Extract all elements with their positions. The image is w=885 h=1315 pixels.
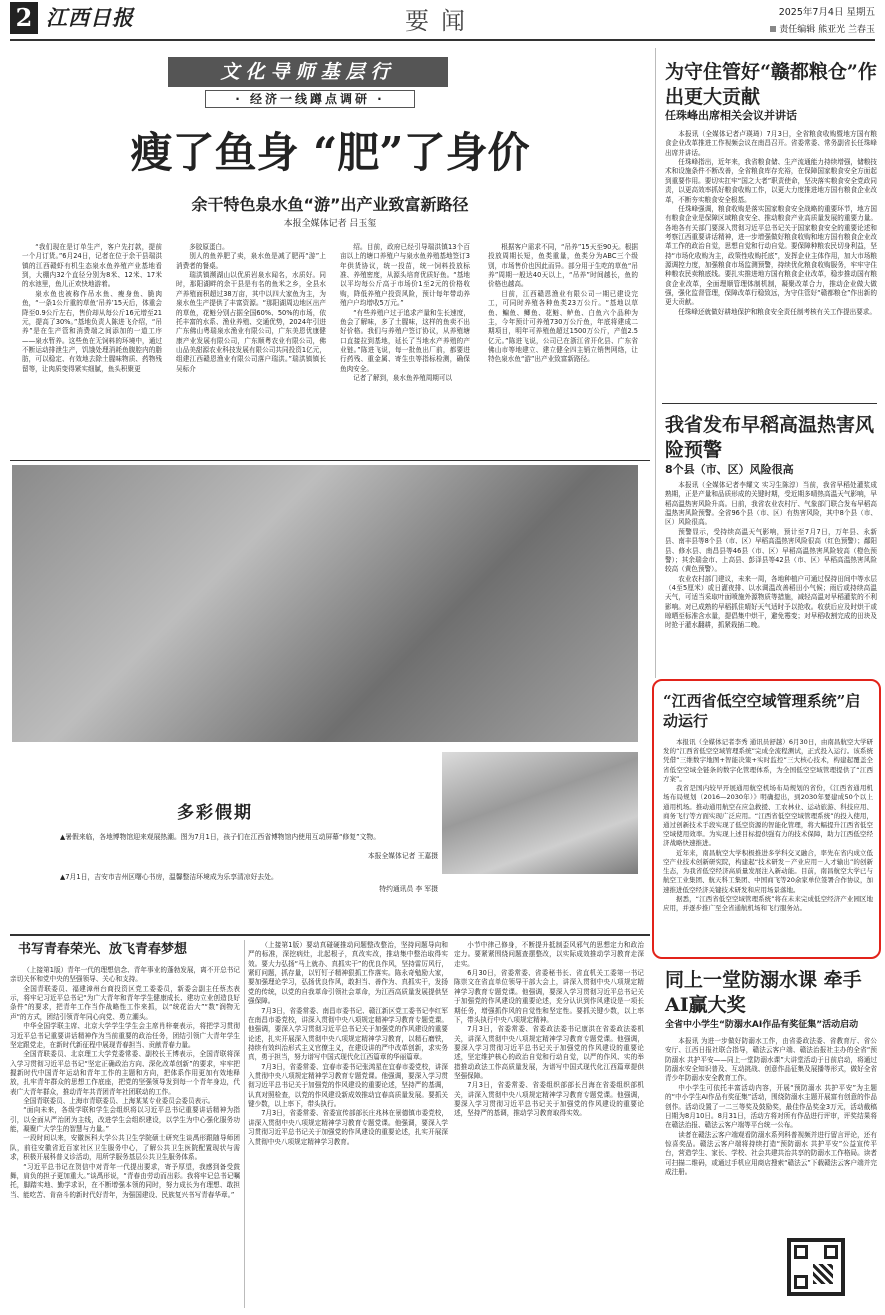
column-rule [655, 48, 656, 678]
ai-body [665, 1037, 877, 1309]
lead-byline: 本报全媒体记者 吕玉玺 [283, 219, 377, 229]
photo-caption-1: ▲ 暑假来临，各地博物馆迎来观展热潮。图为7月1日，孩子们在江西省博物馆内使用互动屏幕“修复”文物。 [60, 832, 438, 842]
study-column-1 [248, 941, 448, 1308]
heat-subtitle: 8个县（市、区）风险很高 [665, 463, 794, 476]
airspace-body [663, 738, 873, 952]
grain-subtitle: 任珠峰出席相关会议并讲话 [665, 109, 797, 122]
lead-column-4 [488, 243, 638, 453]
museum-photo [12, 465, 638, 742]
qr-code-icon[interactable] [787, 1238, 845, 1296]
lead-headline: 瘦了鱼身 “肥”了身价 [130, 128, 530, 177]
heat-headline: 我省发布早稻高温热害风险预警 [665, 414, 875, 461]
article-text: 多胶原蛋白。 别人的鱼养肥了卖，泉水鱼是减了肥再“游”上消费者的餐桌。 瑞洪镇濒湖山以优质岩泉水闻名，水质好。同时，那阳湖畔的余干县是有名的鱼米之乡，全县水产养殖面积超过38万亩，其中以四大家鱼为主，为泉水鱼生产提供了丰富资源。“那阳湖周边地区出产的草鱼，花鲢分别占据全国60%、50%的市场，依托丰富的水系、渔业养殖、交通优势，2024年引进广东佛山粤瑞泉水渔业有限公司，广东美恩优康健康产业发展有限公司，广东顺粤农业有限公司，佛山品美甜源农业科技发展有限公司共同投资1亿元，组建江西赣恩渔业有限公司落户瑞洪。”瑞洪镇镇长吴标介 [176, 243, 326, 373]
photo-credit-2: 特约通讯员 李 军摄 [379, 885, 438, 893]
article-text: “我们现在是订单生产，客户先打款，提前一个月订货。”6月24日，记者在位于余干县瑞洪镇的江西赣虾有机生态泉水鱼养殖产业基地看到，大棚内32个直径分别为8米、12米、17米的水池里，鱼儿正欢快地游着。 泉水鱼也被称作吊水鱼、瘦身鱼、脆肉鱼，“一条1公斤重的草鱼‘吊养’15天后，体重会降至0.9公斤左右，售价却从每公斤16元增至21元，提高了30%。”基地负责人陈进飞介绍，“吊养”是在生产管和消费端之间添加的一道工序——泉水暂养。这些鱼在无饲料的环境中，通过不断运动排泄生产，饥饿处理消耗鱼腹腔内的脂肪，可以稳定、有效地去除土腥味物质、药物残留等，让肉质变得紧实细腻，鱼头积聚更 [22, 243, 162, 373]
grain-body [665, 130, 877, 392]
article-text: （上接第1版）要动真碰硬推动问题整改整治，坚持问题导向和严的标准，深挖病灶，北起根子，真改实改，推动集中整治取得实效。要大力弘扬“马上就办、真抓实干”的优良作风，坚持雷厉风行，紧盯问题，抓存量，以钉钉子精神狠抓工作落实。陈永奇勉励大家，要加强理论学习，弘扬优良作风，敢担当、善作为、真抓实干，发扬党的传统，以党的自我革命引领社会革命，为江西高质量发展提供坚强保障。 7月3日，省委常委、南昌市委书记、赣江新区党工委书记李红军在南昌市委党校，讲深入贯彻中央八项规定精神学习教育专题党课。他强调，要深入学习贯彻习近平总书记关于加强党的作风建设的重要论述，扎实开展深入贯彻中央八项规定精神学习教育，以精石磨铁，持续有效纠治形式主义官僚主义，在建设讲的严中改革创新，求实务真，勇于担当，努力谱写中国式现代化江西篇章的华丽篇章。 7月3日，省委常委、宜春市委书记张鸿星在宜春市委党校，讲深入贯彻中央八项规定精神学习教育专题党课。他强调，要深入学习贯彻习近平总书记关于加强党的作风建设的重要论述，坚持严的基调，认真对照检查，以党的作风建设新成效推动宜春高质量发展。要抓关键少数，以上率下，带头执行。 7月3日，省委常委、省委宣传部部长庄兆林在景德镇市委党校，讲深入贯彻中央八项规定精神学习教育专题党课。他强调，要深入学习贯彻习近平总书记关于加强党的作风建设的重要论述，扎实开展深入贯彻中央八项规定精神学习教育。 [248, 941, 448, 1146]
article-text: （上接第1版）青年一代的理想信念、青年事业的蓬勃发展，离不开总书记亲切关怀和党中央的坚强领导、关心和支持。 全国青联委员、福建漳州台商投资区党工委委员，新委会副主任蔡杰表示，将牢记习近平总书记“为广大青年和青年学生健康成长、建功立业创造良好条件”的要求，把青年工作当作战略性工作来抓，以“统花治大”“数”润物无声“的方式，团结引领青年同心向党、勇立潮头。 中华全国学联主席、北京大学学生学生会主席肖梓豪表示，将把学习贯彻习近平总书记重要讲话精神作为当前重要的政治任务，团结引领广大青年学生坚定跟党走，在新时代新征程中展现青春担当、贡献青春力量。 全国青联委员、北京理工大学党委常委、副校长王博表示，全国青联将深入学习贯彻习近平总书记“坚定正确政治方向、深化改革创新”的要求，牢牢把握新时代中国青年运动和青年工作的主题和方向，把体系作用更加有效地释放，扎牢青年群众的思想工作底座，把党的坚强领导发到每一个青年身边，代表广大青年群众，推动青年共青团青年社团联动的工作。 全国青联委员、上海市青联委员、上海某某专业委员会委员表示。 “面向未来，各级学联和学生会组织将以习近平总书记重要讲话精神为指引，以全面从严治团为主线，改进学生会组织建设，以学生为中心强化服务功能，凝聚广大学生的智慧与力量。” 一段时间以来，安徽医科大学公共卫生学院硕士研究生谈禹形跟随导师团队，前往安徽省近百家社区卫生服务中心，了解公共卫生医院配置现状与需求，积极开展科普义诊活动，用所学服务基层公共卫生服务体系。 “习近平总书记在贺信中对青年一代提出要求，寄予厚望，我感到备受鼓舞，肩负的担子更加重大。”谈禹形说，“青春由劳动而出彩。我将牢记总书记嘱托，脚踏实地、勤学求识，在不断增强本领的同时，努力成长为有理想、敢担当、能吃苦、肯奋斗的新时代好青年，为强国建设、民族复兴书写青春华章。” [10, 966, 240, 1199]
editors-line: 责任编辑 熊亚光 兰春玉 [770, 24, 875, 37]
heat-body [665, 481, 877, 671]
bookstore-photo [442, 752, 638, 874]
article-text: 小节中律己修身，不断提升抵制歪风邪气的思想定力和政治定力。要紧紧围绕问题查摆整改，以实际成效推动学习教育走深走实。 6月30日，省委常委、省委秘书长、省直机关工委第一书记陈崇文在省直单位领导干部大会上，讲深入贯彻中央八项规定精神学习教育专题党课。他强调，要深入学习贯彻习近平总书记关于加强党的作风建设的重要论述，充分认识到作风建设是一项长期任务，增强抓作风的自觉性和坚定性。要抓关键少数，以上率下，带头执行中央八项规定精神。 7月3日，省委常委、省委政法委书记康洪在省委政法委机关，讲深入贯彻中央八项规定精神学习教育专题党课。他强调，要深入学习贯彻习近平总书记关于加强党的作风建设的重要论述，坚定维护核心的政治自觉和行动自觉，以严的作风、实的举措推动政法工作高质量发展，为谱写中国式现代化江西篇章提供坚强保障。 7月3日，省委常委、省委组织部部长吕海在省委组织部机关，讲深入贯彻中央八项规定精神学习教育专题党课。他强调，要深入学习贯彻习近平总书记关于加强党的作风建设的重要论述，坚持严的基调，推动学习教育取得实效。 [454, 941, 644, 1118]
study-column-2 [454, 941, 644, 1308]
ai-headline: 同上一堂防溺水课 牵手AI赢大奖 [665, 969, 862, 1016]
column-rule [244, 940, 245, 1308]
lead-column-1 [22, 243, 162, 453]
square-icon [770, 26, 776, 32]
photo-caption-2: ▲ 7月1日，吉安市吉州区曙心书房，温馨整洁环境成为乐享清凉好去处。 [60, 873, 440, 883]
header-rule [10, 39, 875, 41]
article-text: 本报讯 为进一步做好防溺水工作，由省委政法委、省教育厅、省公安厅、江西日报社联合指导，赣法云客户端、赣法治报社主办的全省“预防溺水 共护平安——同上一堂防溺水课”大讲堂活动于日前启动，将通过防溺水安全知识普及、互动挑战、创意作品征集及展播等形式，做好全省青少年防溺水安全教育工作。 中小学生可依托丰富活动内容，开展“预防溺水 共护平安”为主题的“中小学生AI作品有奖征集”活动，围绕防溺水主题开展富有创意的作品创作。活动设置了一二三等奖及鼓励奖，最佳作品奖金3万元，活动截稿日期为8月10日。8月31日，活动方将对所有作品进行评审，评奖结果将在赣法治报、赣法云客户端等平台统一公布。 读者在赣法云客户端观看防溺水系列科普视频并进行留言评论，还有惊喜奖品。赣法云客户端将持续打造“预防溺水 共护平安”公益宣传平台，营造学生、家长、学校、社会共建共治共享的防溺水工作格局。读者可扫描二维码，或通过手机应用商店搜索“赣法云”下载赣法云客户端并完成注册。 [665, 1037, 877, 1177]
divider [10, 934, 650, 936]
grain-headline: 为守住管好“赣都粮仓”作出更大贡献 [665, 61, 877, 108]
divider [662, 403, 877, 404]
article-text: 绍。目前，政府已经引导瑞洪镇13个百亩以上的塘口养殖户与泉水鱼养殖基地签订3年供货协议，统一投苗，统一饲料投放标准、养殖密度，从源头培育优质好鱼。“基地以平均每公斤高于市场价1至2元的价格收购，降低养殖户投资风险，预计每年带动养殖户户均增收5万元。” “有些养殖户过于追求产量和生长速度，鱼会了解味，多了土腥味，这样的鱼卖不出好价格。我们与养殖户签订协议，从养殖塘口直接拉到基地，延长了当地水产养殖的产业链。”陈进飞说，每一批鱼出厂前，都要进行药残、重金属、寄生虫等指标检测，确保鱼肉安全。 记者了解到，泉水鱼养殖周期可以 [340, 243, 470, 383]
youth-body [10, 966, 240, 1308]
article-text: 本报讯（全媒体记者卢瑛琦）7月3日，全省粮食收购暨地方国有粮食企业改革推进工作视频会议在南昌召开。省委常委、常务副省长任珠峰出席并讲话。 任珠峰指出，近年来，我省粮食储、生产流通能力持续增强，储粮技术和设施条件不断改善，全省粮食库存充裕，在保障国家粮食安全方面起到重要作用。要切实扛牢“国之大者”职责使命，坚决落实粮食安全党政同责，以更高效率抓好粮食收购工作，以更大力度推进地方国有粮食企业改革，不断夯实粮食安全根基。 任珠峰强调，粮食收购是落实国家粮食安全战略的重要环节，地方国有粮食企业是保障区域粮食安全、推动粮食产业高质量发展的重要力量。各地各有关部门要深入贯彻习近平总书记关于国家粮食安全的重要论述和考察江西重要讲话精神，进一步增强做好粮食收购和地方国有粮食企业改革工作的政治自觉，思想自觉和行动自觉。要保障种粮农民切身利益，坚持“市场化收购为主，政策性收购托底”，发挥企业主体作用，加大市场粮源调控力度，加强粮食市场监测预警，持续优化粮食收购服务，牢牢守住种粮农民卖粮底线。要扎实推进地方国有粮食企业改革，稳步推动国有粮食企业改革，全面理顺管理体制机制，凝聚改革合力，推动企业做大做强，强化监督管理，保障改革行稳致远，为守住管好“赣都粮仓”作出新的更大贡献。 任珠峰还就做好耕地保护和粮食安全责任制考核有关工作提出要求。 [665, 130, 877, 316]
issue-date: 2025年7月4日 星期五 [778, 7, 875, 18]
photo-section-title: 多彩假期 [177, 803, 253, 823]
lead-subtitle: 余干特色泉水鱼“游”出产业致富新路径 [191, 195, 469, 214]
article-text: 本报讯（全媒体记者李耀文 实习生陈淳）当前，我省早稻处灌浆成熟期，正是产量和品质形成的关键时期，受近期多晴热高温天气影响，早稻高温热害风险升高。日前，我省农业农村厅、气象部门联合发布早稻高温热害风险预警。全省96个县（市、区）有热害风险，其中8个县（市、区）风险很高。 预警显示，受持续高温天气影响，预计至7月7日，万年县、永新县、南丰县等8个县（市、区）早稻高温热害风险很高（红色预警）；鄱阳县、修水县、南昌县等46县（市、区）早稻高温热害风险较高（橙色预警）；其余瑞金市、上高县、彭泽县等42县（市、区）早稻高温热害风险较高（黄色预警）。 农业农村部门建议，未来一周，各地种植户可通过保持田间中等水层（4至5厘米）或日灌夜排、以水调温改善稻田小气候；雨后或持续高温天气，可适当采取叶面喷施外源物质等措施，减轻高温对早稻灌浆的不利影响。对已成熟的早稻抓住晴好天气适时予以抢收。收获后应及时烘干或晾晒至标准含水量，提倡集中烘干，避免霉变；对早稻收割完成的田块及时抢于灌水翻耕，抓紧栽插二晚。 [665, 481, 877, 630]
column-banner: 文化导师基层行 [168, 57, 448, 87]
column-banner-sub: · 经济一线蹲点调研 · [205, 90, 415, 108]
lead-column-2 [176, 243, 326, 453]
article-text: 根据客户需求不同，“吊养”15天至90天。根据投放周期长短，鱼类重量，鱼类分为ABC三个级别，市场售价也因此而异。部分用于生吃的草鱼“吊养”周期一般达40天以上，“吊养”时间越长，鱼的价格也越高。 目前，江西赣恩渔业有限公司一期已建设完工，可同时养殖各种鱼类23万公斤。“基地以草鱼、鳊鱼、鲫鱼、花鲢、鲈鱼、白鱼六个品种为主，今年预计可养殖730万公斤鱼，年底将建成二期项目，明年可养殖鱼超过1500万公斤，产值2.5亿元。”陈进飞说，公司已在浙江省开化县、广东省佛山市等地建立、建立健全四主销立销售网络，让特色泉水鱼“游”出产业致富新路径。 [488, 243, 638, 364]
lead-column-3 [340, 243, 470, 453]
newspaper-logo: 江西日报 [46, 5, 134, 30]
divider [10, 460, 650, 461]
ai-subtitle: 全省中小学生“防溺水AI作品有奖征集”活动启动 [665, 1020, 859, 1030]
photo-credit-1: 本报全媒体记者 王嘉摄 [367, 852, 438, 860]
section-title: 要闻 [405, 7, 477, 35]
article-text: 本报讯（全媒体记者李秀 通讯员舒越）6月30日，由南昌航空大学研发的“江西省低空空域管理系统”完成全流程测试，正式投入运行。该系统凭借“三维数字地图+智能决策+实时监控”三大核心技术，构建起覆盖全省低空空域全链条的数字化管理体系，为全国低空空域管理提供了“江西方案”。 我省是国内较早开展通用航空机场布局规划的省份，《江西省通用机场布局规划（2016—2030年）》明确提出，到2030年要建成50个以上通用机场。推动通用航空在应急救援、工农林业、运动旅游、科技应用、商务飞行等方面实现广泛应用。“江西省低空空域管理系统”的投入使用，通过创新技术手段实现了低空资源的智能化管理，将大幅提升江西省低空空域使用效率。为实现上述目标提供强有力的技术保障，助力江西低空经济战略快速推进。 近年来，南昌航空大学积极推进多学科交叉融合，率先在省内成立低空产业技术创新研究院，构建起“技术研发－产业应用－人才输出”的创新生态，为我省低空经济高质量发展注入新动能。目前，南昌航空大学已与航空工业集团、航天科工集团、中国商飞等20余家单位签署合作协议，加速推进低空经济关键技术研发和应用场景落地。 据悉，“江西省低空空域管理系统”将在未来完成低空经济产业园区地应用，并逐步推广至全省通航机场和飞行服务站。 [663, 738, 873, 912]
youth-headline: 书写青春荣光、放飞青春梦想 [18, 942, 188, 957]
page-number: 2 [10, 2, 38, 34]
airspace-headline: “江西省低空空域管理系统”启动运行 [663, 692, 861, 730]
